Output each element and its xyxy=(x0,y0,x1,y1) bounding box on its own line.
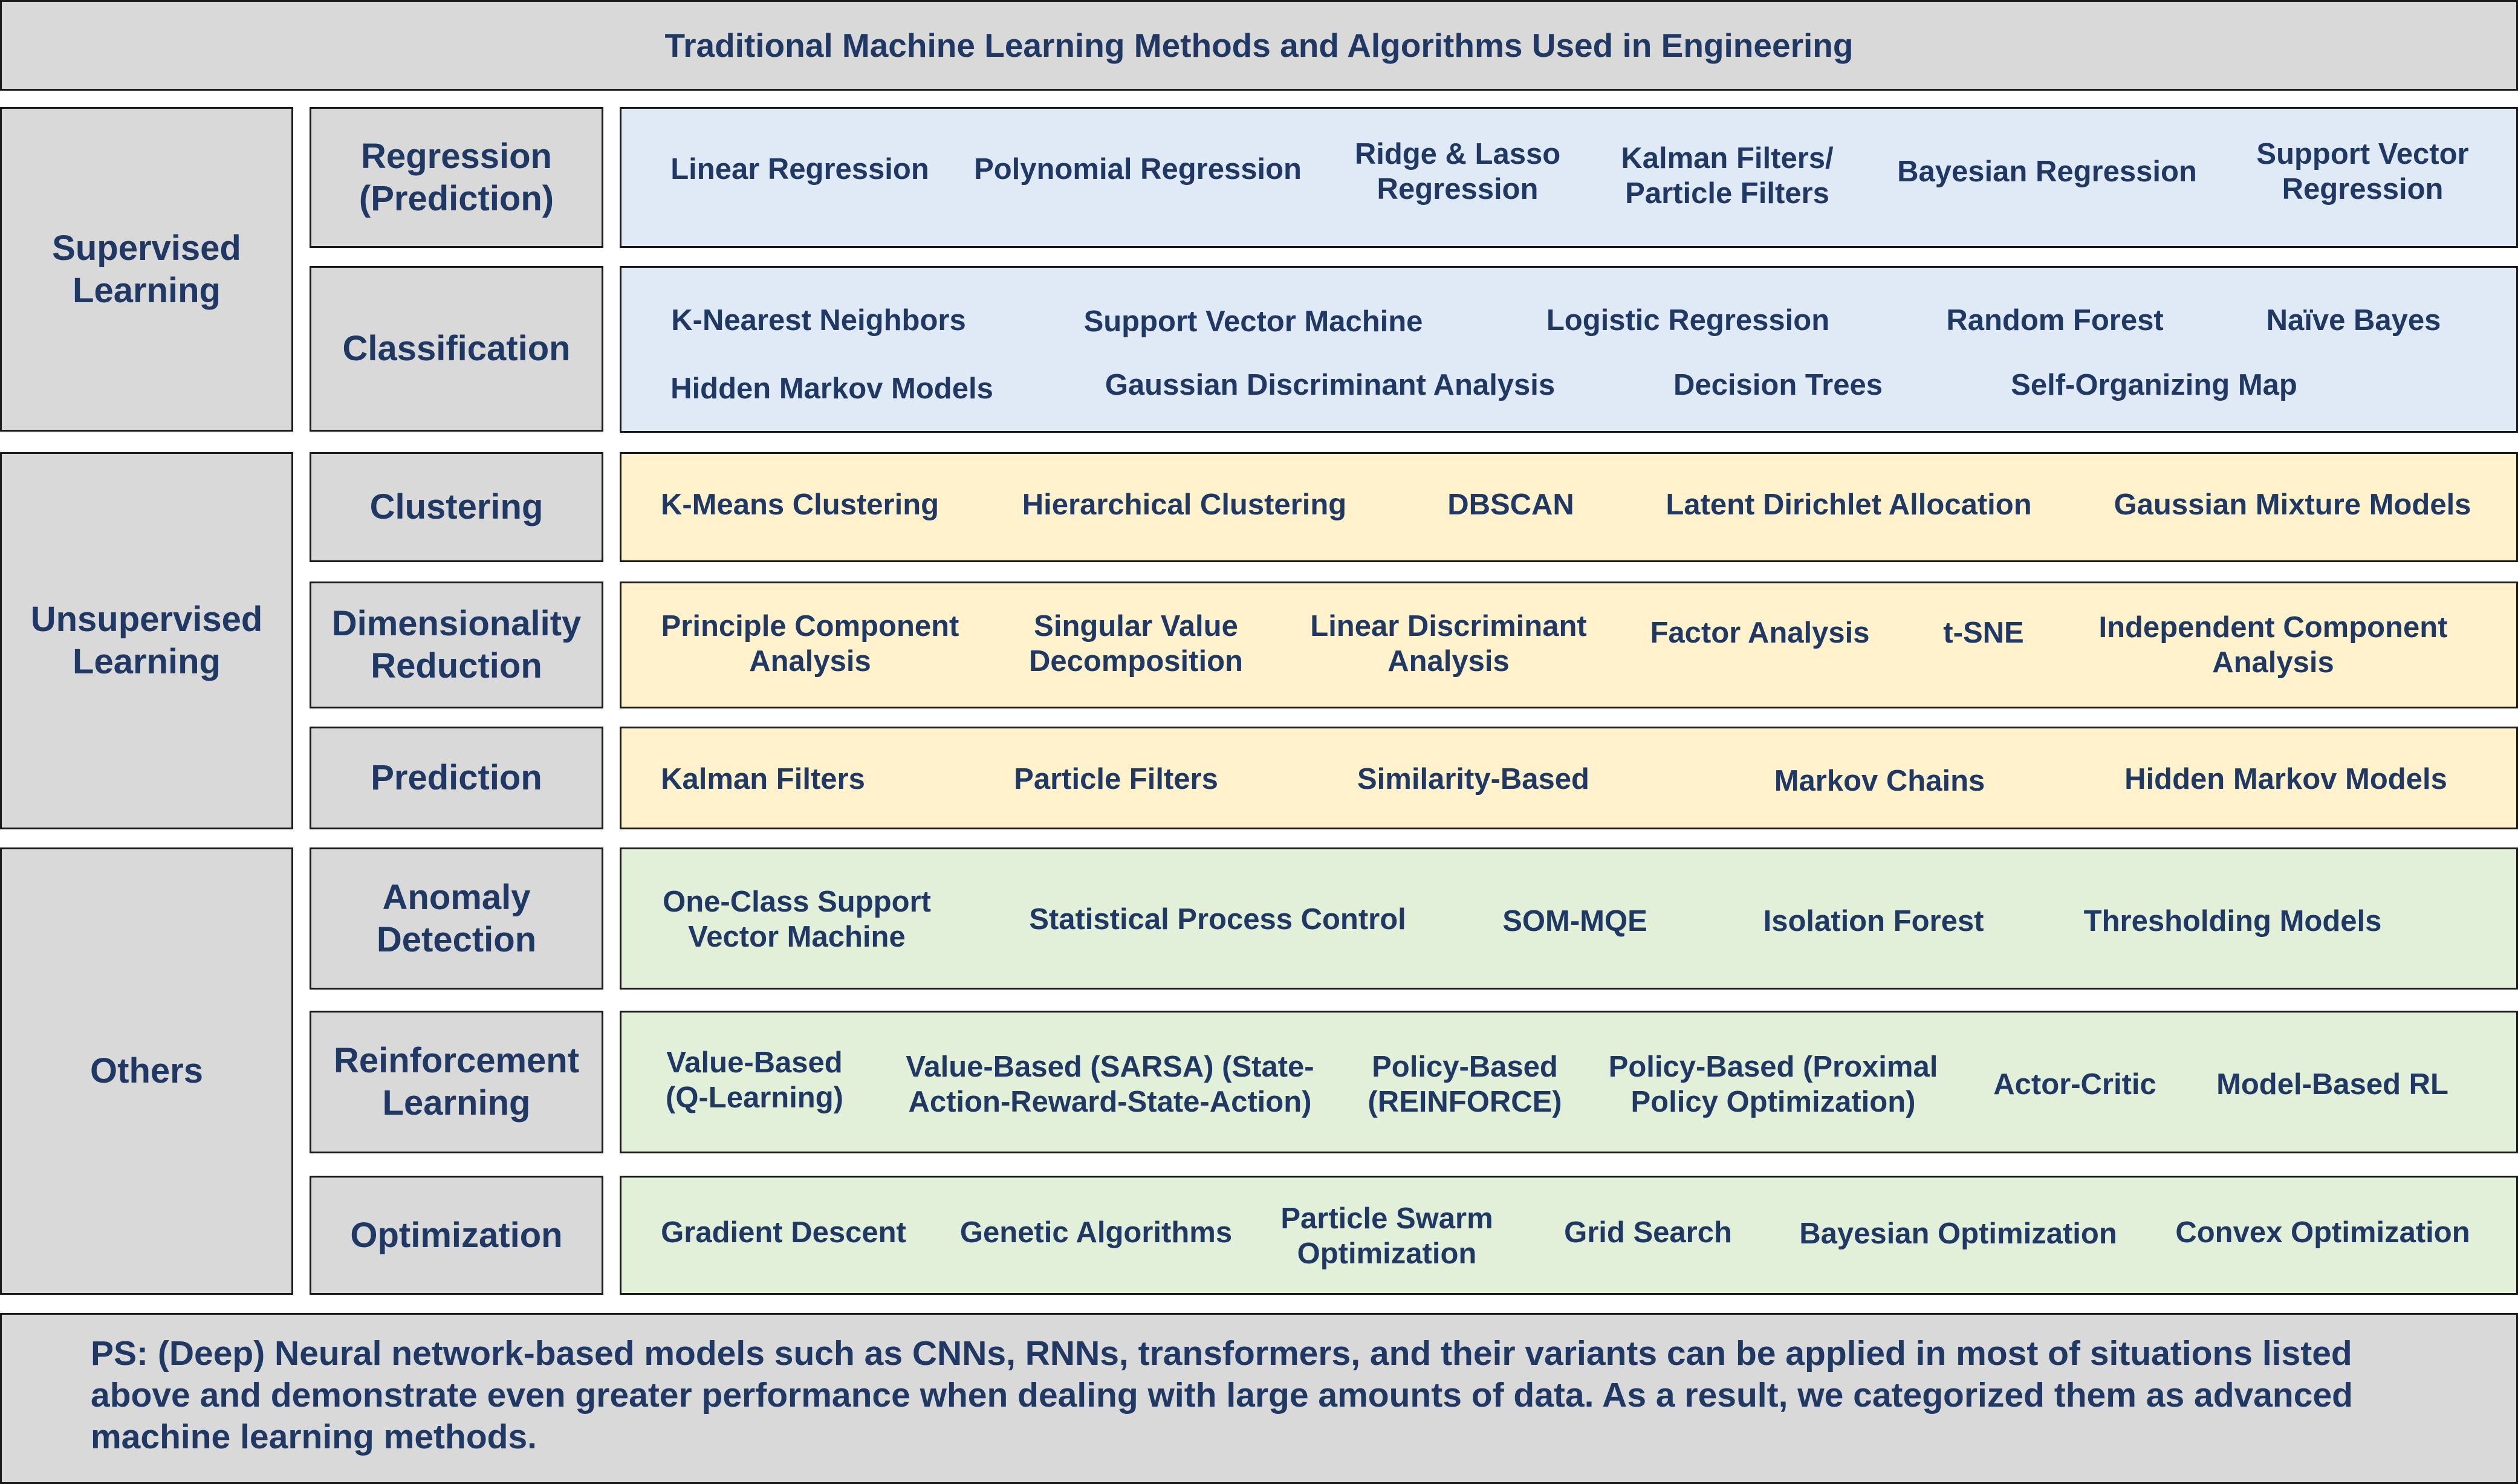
method-gaussian-mixture-models: Gaussian Mixture Models xyxy=(2114,488,2471,522)
method-ridge-lasso-regression: Ridge & Lasso Regression xyxy=(1354,138,1561,206)
title-box xyxy=(0,0,2518,91)
category-label-reinforcement: Reinforcement Learning xyxy=(333,1041,580,1123)
method-singular-value-decomposition: Singular Value Decomposition xyxy=(1029,610,1243,678)
ps-note-text: PS: (Deep) Neural network-based models such as CNNs, RNNs, transformers, and their variants can be applied in most of situations listed above and demonstrate even greater performance when dealing with large amounts of data. As a result, we categorized them as advanced machine learning methods. xyxy=(91,1334,2353,1456)
group-label-others: Others xyxy=(90,1051,203,1091)
category-anomaly-detection xyxy=(310,847,603,990)
method-dbscan: DBSCAN xyxy=(1447,488,1574,522)
method-policy-based-reinforce: Policy-Based (REINFORCE) xyxy=(1368,1051,1562,1118)
method-independent-component-analysis: Independent Component Analysis xyxy=(2098,611,2448,679)
group-label-unsupervised: Unsupervised Learning xyxy=(30,600,263,681)
method-value-based-q-learning: Value-Based (Q-Learning) xyxy=(666,1046,843,1114)
method-factor-analysis: Factor Analysis xyxy=(1650,617,1870,650)
method-linear-discriminant-analysis: Linear Discriminant Analysis xyxy=(1310,610,1587,678)
method-hidden-markov-models-prediction: Hidden Markov Models xyxy=(2124,763,2447,796)
method-linear-regression: Linear Regression xyxy=(670,153,929,186)
method-similarity-based: Similarity-Based xyxy=(1357,763,1589,796)
category-label-classification: Classification xyxy=(342,329,571,369)
method-particle-filters: Particle Filters xyxy=(1014,763,1218,796)
method-latent-dirichlet-allocation: Latent Dirichlet Allocation xyxy=(1666,488,2032,522)
group-supervised-learning xyxy=(0,107,293,432)
category-label-anomaly: Anomaly Detection xyxy=(376,877,537,959)
category-clustering xyxy=(310,452,603,562)
method-polynomial-regression: Polynomial Regression xyxy=(974,153,1302,186)
method-support-vector-machine: Support Vector Machine xyxy=(1083,305,1423,339)
method-thresholding-models: Thresholding Models xyxy=(2083,905,2382,938)
group-others xyxy=(0,847,293,1295)
method-grid-search: Grid Search xyxy=(1564,1216,1732,1249)
method-policy-based-ppo: Policy-Based (Proximal Policy Optimization) xyxy=(1608,1051,1938,1118)
category-label-regression: Regression (Prediction) xyxy=(359,136,554,218)
category-reinforcement-learning xyxy=(310,1011,603,1153)
group-label-supervised: Supervised Learning xyxy=(52,228,241,310)
category-classification xyxy=(310,266,603,432)
method-gradient-descent: Gradient Descent xyxy=(661,1216,906,1249)
method-isolation-forest: Isolation Forest xyxy=(1763,905,1984,938)
method-bayesian-regression: Bayesian Regression xyxy=(1897,155,2197,189)
method-hierarchical-clustering: Hierarchical Clustering xyxy=(1022,488,1347,522)
method-naive-bayes: Naïve Bayes xyxy=(2266,304,2441,337)
category-prediction xyxy=(310,727,603,829)
method-particle-swarm-optimization: Particle Swarm Optimization xyxy=(1280,1202,1493,1270)
category-label-clustering: Clustering xyxy=(369,487,544,527)
method-support-vector-regression: Support Vector Regression xyxy=(2256,138,2469,206)
group-unsupervised-learning xyxy=(0,452,293,829)
category-label-optimization: Optimization xyxy=(350,1215,563,1255)
category-label-prediction: Prediction xyxy=(371,758,542,798)
method-kalman-filters: Kalman Filters xyxy=(661,763,865,796)
diagram-title: Traditional Machine Learning Methods and Algorithms Used in Engineering xyxy=(664,27,1854,64)
category-optimization xyxy=(310,1176,603,1295)
method-k-nearest-neighbors: K-Nearest Neighbors xyxy=(671,304,966,337)
method-model-based-rl: Model-Based RL xyxy=(2216,1068,2448,1101)
method-hidden-markov-models: Hidden Markov Models xyxy=(670,372,993,406)
method-one-class-svm: One-Class Support Vector Machine xyxy=(663,886,931,953)
category-regression xyxy=(310,107,603,248)
method-logistic-regression: Logistic Regression xyxy=(1546,304,1830,337)
method-k-means-clustering: K-Means Clustering xyxy=(660,488,939,522)
method-principal-component-analysis: Principle Component Analysis xyxy=(661,610,959,678)
method-random-forest: Random Forest xyxy=(1946,304,2164,337)
method-genetic-algorithms: Genetic Algorithms xyxy=(959,1216,1233,1249)
method-markov-chains: Markov Chains xyxy=(1774,765,1985,798)
method-decision-trees: Decision Trees xyxy=(1673,369,1883,402)
category-dimensionality-reduction xyxy=(310,582,603,708)
method-kalman-particle-filters: Kalman Filters/ Particle Filters xyxy=(1621,142,1834,210)
method-self-organizing-map: Self-Organizing Map xyxy=(2011,369,2297,402)
category-label-dimensionality: Dimensionality Reduction xyxy=(331,604,582,685)
methods-panel-classification xyxy=(620,266,2518,433)
method-convex-optimization: Convex Optimization xyxy=(2175,1216,2470,1249)
method-value-based-sarsa: Value-Based (SARSA) (State- Action-Reward-State-Action) xyxy=(906,1051,1314,1118)
method-t-sne: t-SNE xyxy=(1943,617,2024,650)
method-statistical-process-control: Statistical Process Control xyxy=(1029,903,1406,936)
method-bayesian-optimization: Bayesian Optimization xyxy=(1799,1217,2117,1251)
method-gaussian-discriminant-analysis: Gaussian Discriminant Analysis xyxy=(1105,369,1556,402)
method-actor-critic: Actor-Critic xyxy=(1993,1068,2156,1101)
method-som-mqe: SOM-MQE xyxy=(1502,905,1647,938)
